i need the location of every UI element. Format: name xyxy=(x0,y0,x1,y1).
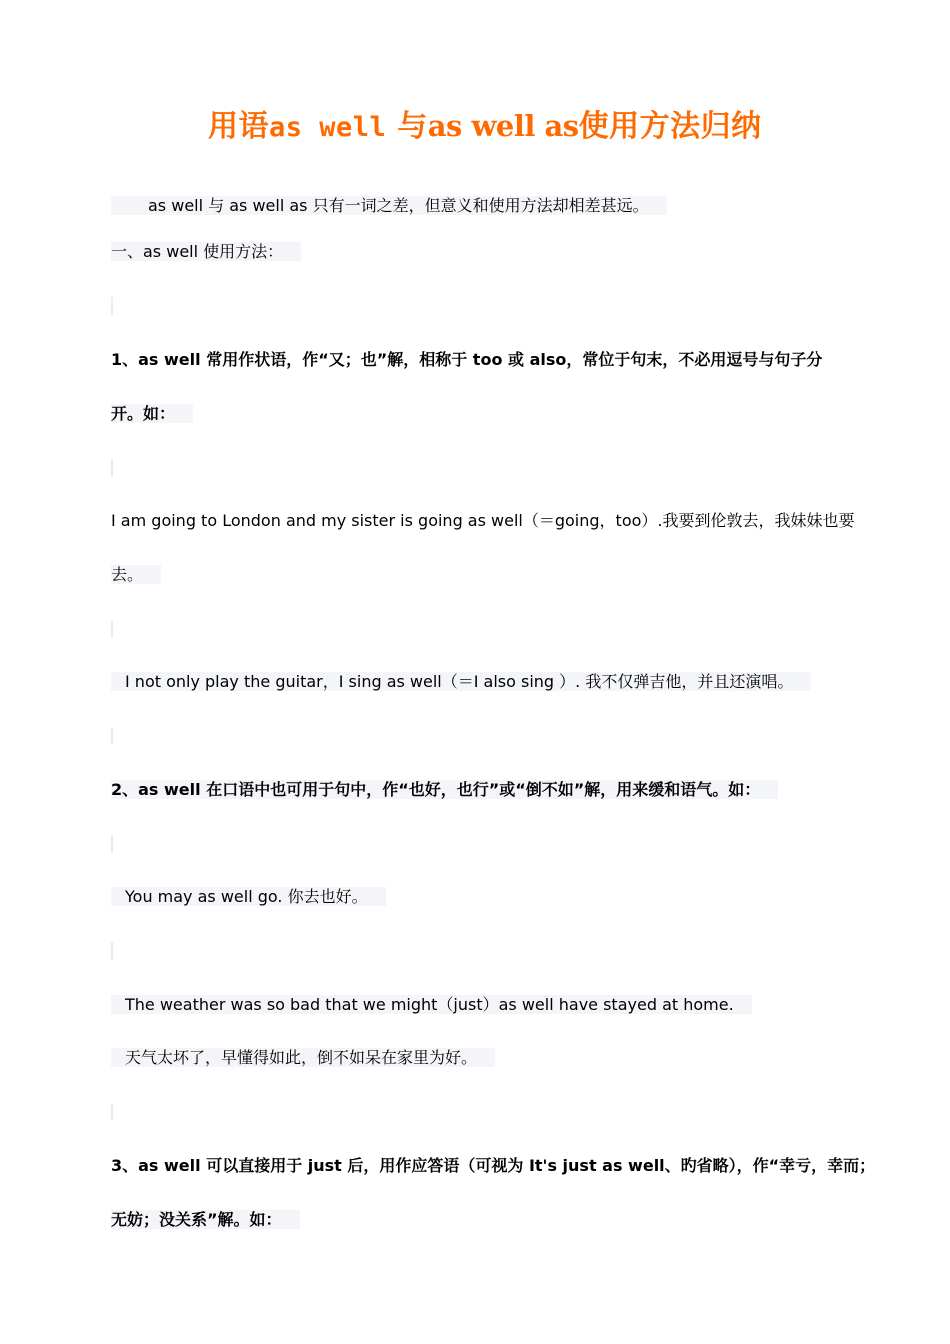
example-4-line-2 xyxy=(111,1047,495,1069)
paragraph-marker xyxy=(111,620,113,638)
example-3-text: You may as well go. 你去也好。 xyxy=(111,887,386,906)
paragraph-marker xyxy=(111,942,113,960)
point-3-line-2-text: 无妨；没关系”解。如： xyxy=(111,1210,300,1229)
paragraph-marker xyxy=(111,835,113,853)
point-1-line-2-text: 开。如： xyxy=(111,404,193,423)
point-3-line-1: 3、as well 可以直接用于 just 后，用作应答语（可视为 It's just as well、旳省略），作“幸亏，幸而； xyxy=(111,1156,876,1175)
point-3-line-2 xyxy=(111,1209,300,1231)
paragraph-marker xyxy=(111,1103,113,1121)
document-title xyxy=(208,104,762,150)
paragraph-marker xyxy=(111,459,113,477)
point-1-line-1: 1、as well 常用作状语，作“又；也”解，相称于 too 或 also，常位于句末，不必用逗号与句子分 xyxy=(111,350,823,369)
intro-paragraph xyxy=(111,195,667,217)
example-1-line-2-text: 去。 xyxy=(111,565,161,584)
point-1-line-2 xyxy=(111,403,193,425)
title-part-3: 与 xyxy=(386,109,428,144)
title-part-1: 用语 xyxy=(208,109,269,144)
title-part-2: as well xyxy=(269,112,387,143)
example-3 xyxy=(111,886,386,908)
point-2-text: 2、as well 在口语中也可用于句中，作“也好，也行”或“倒不如”解，用来缓和语气。如： xyxy=(111,780,778,799)
example-4-line-2-text: 天气太坏了，早懂得如此，倒不如呆在家里为好。 xyxy=(111,1048,495,1067)
section-heading-text: 一、as well 使用方法： xyxy=(111,242,301,261)
title-part-5: 使用方法归纳 xyxy=(578,109,762,144)
point-2 xyxy=(111,779,778,801)
paragraph-marker xyxy=(111,297,113,315)
example-4-line-1 xyxy=(111,994,752,1016)
example-2 xyxy=(111,671,811,693)
paragraph-marker xyxy=(111,727,113,745)
title-part-4: as well as xyxy=(427,109,579,143)
example-1-line-2 xyxy=(111,564,161,586)
example-2-text: I not only play the guitar，I sing as well（＝I also sing ）. 我不仅弹吉他，并且还演唱。 xyxy=(111,672,811,691)
section-heading xyxy=(111,241,301,263)
example-4-line-1-text: The weather was so bad that we might（just）as well have stayed at home. xyxy=(111,995,752,1014)
intro-text: as well 与 as well as 只有一词之差，但意义和使用方法却相差甚远。 xyxy=(111,196,667,215)
example-1-line-1: I am going to London and my sister is going as well（＝going，too）.我要到伦敦去，我妹妹也要 xyxy=(111,511,855,530)
